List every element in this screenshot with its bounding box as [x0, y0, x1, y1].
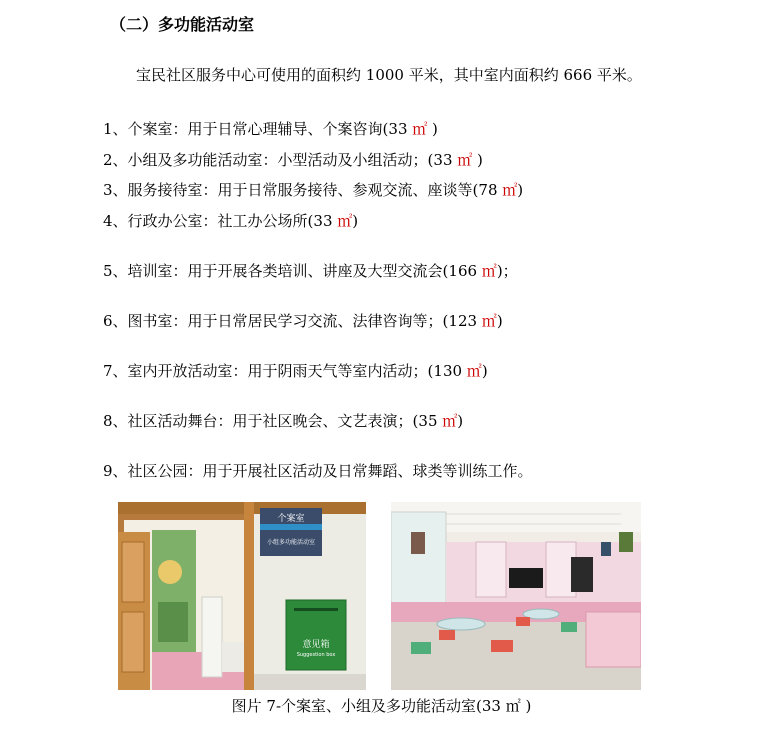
list-item	[103, 149, 483, 170]
list-item-text: 1、个案室：用于日常心理辅导、个案咨询(33	[103, 120, 413, 138]
area-unit: ㎡	[466, 362, 482, 380]
area-unit: ㎡	[481, 312, 497, 330]
list-item-suffix: )	[496, 312, 503, 330]
area-unit: ㎡	[442, 412, 458, 430]
section-heading: （二）多功能活动室	[110, 15, 255, 34]
list-item	[103, 210, 358, 231]
list-item	[103, 118, 438, 139]
area-unit: ㎡	[481, 262, 497, 280]
list-item-text: 4、行政办公室：社工办公场所(33	[103, 212, 338, 230]
list-item	[103, 460, 533, 481]
mailbox-label: 意见箱	[302, 640, 330, 650]
intro-paragraph: 宝民社区服务中心可使用的面积约 1000 平米，其中室内面积约 666 平米。	[136, 66, 642, 84]
list-item-text: 9、社区公园：用于开展社区活动及日常舞蹈、球类等训练工作。	[103, 462, 533, 480]
area-unit: ㎡	[337, 212, 353, 230]
list-item-text: 6、图书室：用于日常居民学习交流、法律咨询等；(123	[103, 312, 482, 330]
list-item-suffix: )；	[496, 262, 518, 280]
list-item-text: 5、培训室：用于开展各类培训、讲座及大型交流会(166	[103, 262, 482, 280]
photo-activity-room	[391, 502, 641, 690]
list-item-suffix: )	[427, 120, 438, 138]
list-item-suffix: )	[352, 212, 359, 230]
list-item	[103, 260, 518, 281]
list-item-text: 3、服务接待室：用于日常服务接待、参观交流、座谈等(78	[103, 181, 503, 199]
area-unit: ㎡	[412, 120, 428, 138]
list-item-text: 7、室内开放活动室：用于阴雨天气等室内活动；(130	[103, 362, 467, 380]
photo-activity-room-image	[391, 502, 641, 690]
photo-case-room-image	[118, 502, 366, 690]
list-item-text: 2、小组及多功能活动室：小型活动及小组活动；(33	[103, 151, 458, 169]
list-item	[103, 360, 488, 381]
list-item-text: 8、社区活动舞台：用于社区晚会、文艺表演；(35	[103, 412, 443, 430]
photo-case-room	[118, 502, 366, 690]
mailbox-sublabel: Suggestion box	[296, 652, 336, 658]
list-item	[103, 179, 523, 200]
list-item-suffix: )	[457, 412, 464, 430]
list-item-suffix: )	[481, 362, 488, 380]
sign-subtitle: 小组多功能活动室	[266, 539, 316, 546]
area-unit: ㎡	[502, 181, 518, 199]
list-item-suffix: )	[517, 181, 524, 199]
list-item	[103, 310, 503, 331]
area-unit: ㎡	[457, 151, 473, 169]
sign-title: 个案室	[277, 514, 305, 524]
list-item-suffix: )	[472, 151, 483, 169]
list-item	[103, 410, 463, 431]
figure-caption: 图片 7-个案室、小组及多功能活动室(33 ㎡ )	[231, 697, 532, 715]
